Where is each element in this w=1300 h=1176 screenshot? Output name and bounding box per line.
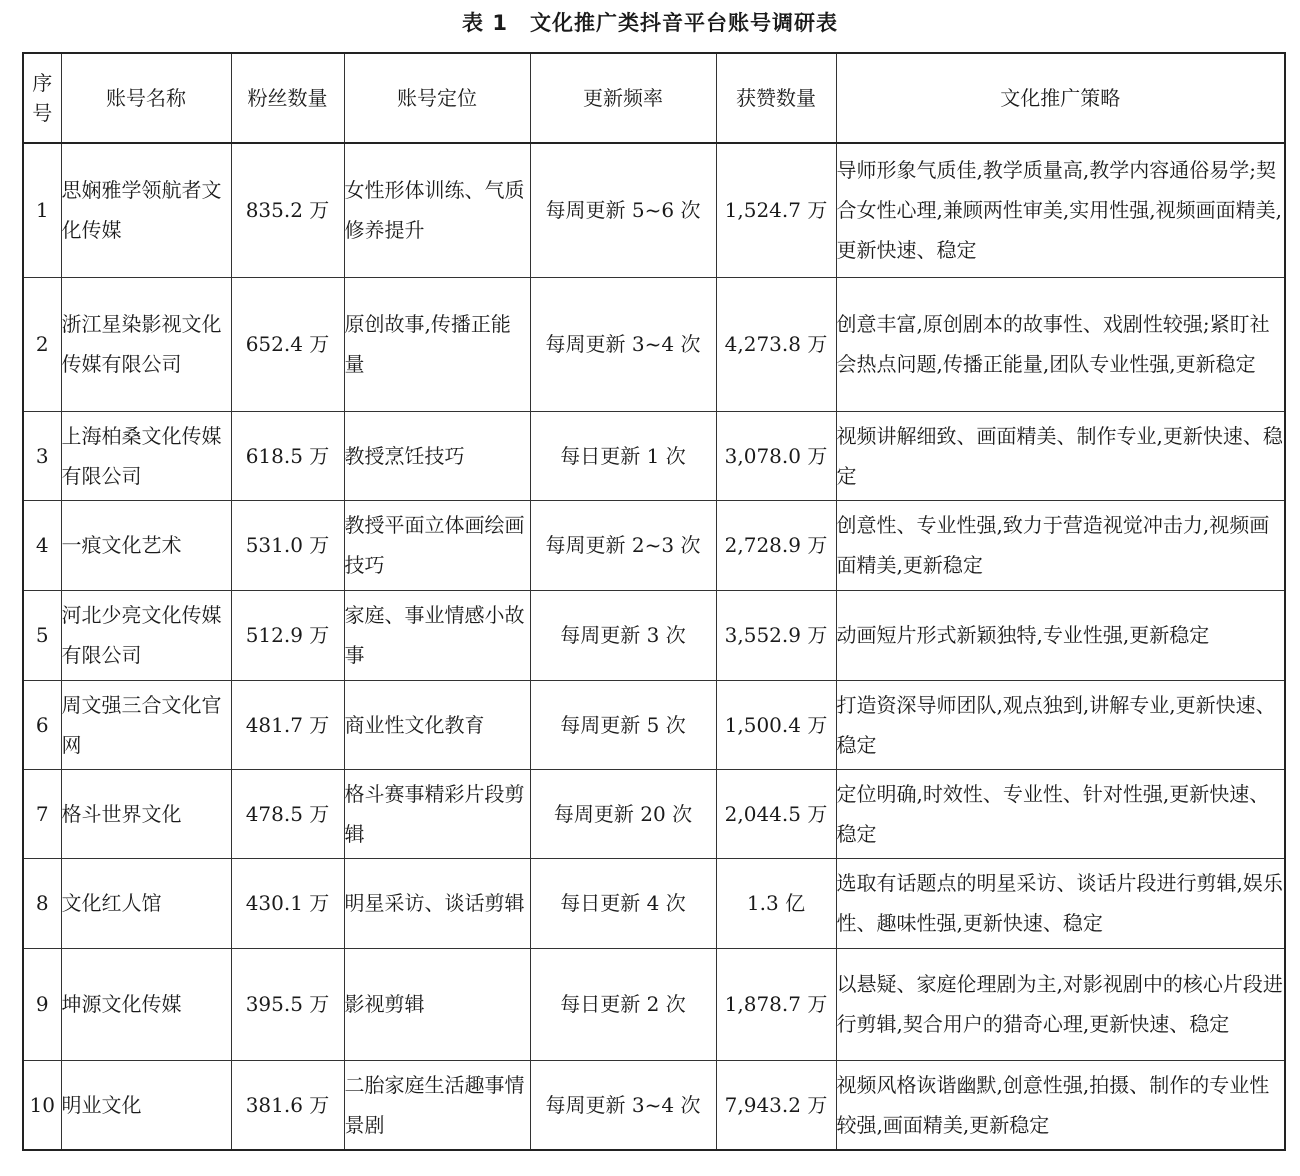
table-title: 文化推广类抖音平台账号调研表 — [529, 11, 838, 35]
cell-frequency: 每日更新 2 次 — [530, 948, 716, 1060]
cell-positioning: 教授烹饪技巧 — [344, 411, 530, 500]
cell-fans: 618.5 万 — [231, 411, 344, 500]
cell-account-name: 周文强三合文化官网 — [61, 680, 231, 769]
cell-frequency: 每周更新 2~3 次 — [530, 500, 716, 590]
cell-likes: 2,728.9 万 — [716, 500, 836, 590]
cell-seq: 5 — [23, 590, 61, 680]
cell-frequency: 每周更新 5 次 — [530, 680, 716, 769]
cell-seq: 3 — [23, 411, 61, 500]
table-caption — [0, 8, 1300, 38]
cell-account-name: 上海柏桑文化传媒有限公司 — [61, 411, 231, 500]
cell-seq: 10 — [23, 1060, 61, 1150]
table-row — [23, 277, 1285, 411]
table-row — [23, 858, 1285, 948]
table-row — [23, 590, 1285, 680]
cell-positioning: 格斗赛事精彩片段剪辑 — [344, 769, 530, 858]
table-row — [23, 680, 1285, 769]
cell-account-name: 文化红人馆 — [61, 858, 231, 948]
cell-account-name: 格斗世界文化 — [61, 769, 231, 858]
cell-frequency: 每日更新 4 次 — [530, 858, 716, 948]
cell-fans: 395.5 万 — [231, 948, 344, 1060]
cell-positioning: 影视剪辑 — [344, 948, 530, 1060]
header-account-name: 账号名称 — [61, 53, 231, 143]
cell-frequency: 每周更新 20 次 — [530, 769, 716, 858]
cell-strategy: 导师形象气质佳,教学质量高,教学内容通俗易学;契合女性心理,兼顾两性审美,实用性强,视频画面精美,更新快速、稳定 — [836, 143, 1285, 277]
table-row — [23, 769, 1285, 858]
header-likes: 获赞数量 — [716, 53, 836, 143]
cell-strategy: 定位明确,时效性、专业性、针对性强,更新快速、稳定 — [836, 769, 1285, 858]
cell-strategy: 创意丰富,原创剧本的故事性、戏剧性较强;紧盯社会热点问题,传播正能量,团队专业性强,更新稳定 — [836, 277, 1285, 411]
cell-fans: 481.7 万 — [231, 680, 344, 769]
table-row — [23, 948, 1285, 1060]
table-row — [23, 500, 1285, 590]
cell-likes: 7,943.2 万 — [716, 1060, 836, 1150]
header-fans: 粉丝数量 — [231, 53, 344, 143]
cell-fans: 381.6 万 — [231, 1060, 344, 1150]
cell-account-name: 明业文化 — [61, 1060, 231, 1150]
header-positioning: 账号定位 — [344, 53, 530, 143]
cell-fans: 531.0 万 — [231, 500, 344, 590]
cell-frequency: 每周更新 3~4 次 — [530, 277, 716, 411]
survey-table — [22, 52, 1286, 1151]
cell-fans: 512.9 万 — [231, 590, 344, 680]
cell-frequency: 每周更新 3 次 — [530, 590, 716, 680]
cell-frequency: 每日更新 1 次 — [530, 411, 716, 500]
cell-strategy: 以悬疑、家庭伦理剧为主,对影视剧中的核心片段进行剪辑,契合用户的猎奇心理,更新快速、稳定 — [836, 948, 1285, 1060]
cell-strategy: 创意性、专业性强,致力于营造视觉冲击力,视频画面精美,更新稳定 — [836, 500, 1285, 590]
cell-strategy: 选取有话题点的明星采访、谈话片段进行剪辑,娱乐性、趣味性强,更新快速、稳定 — [836, 858, 1285, 948]
cell-positioning: 原创故事,传播正能量 — [344, 277, 530, 411]
cell-frequency: 每周更新 5~6 次 — [530, 143, 716, 277]
cell-seq: 8 — [23, 858, 61, 948]
header-seq: 序 号 — [23, 53, 61, 143]
cell-likes: 3,078.0 万 — [716, 411, 836, 500]
cell-likes: 1.3 亿 — [716, 858, 836, 948]
cell-strategy: 打造资深导师团队,观点独到,讲解专业,更新快速、稳定 — [836, 680, 1285, 769]
cell-positioning: 商业性文化教育 — [344, 680, 530, 769]
cell-positioning: 女性形体训练、气质修养提升 — [344, 143, 530, 277]
cell-seq: 7 — [23, 769, 61, 858]
table-number: 表 1 — [462, 11, 508, 35]
cell-account-name: 坤源文化传媒 — [61, 948, 231, 1060]
cell-seq: 9 — [23, 948, 61, 1060]
cell-positioning: 二胎家庭生活趣事情景剧 — [344, 1060, 530, 1150]
header-frequency: 更新频率 — [530, 53, 716, 143]
cell-likes: 1,500.4 万 — [716, 680, 836, 769]
cell-frequency: 每周更新 3~4 次 — [530, 1060, 716, 1150]
cell-strategy: 动画短片形式新颖独特,专业性强,更新稳定 — [836, 590, 1285, 680]
cell-seq: 6 — [23, 680, 61, 769]
cell-seq: 1 — [23, 143, 61, 277]
cell-account-name: 河北少亮文化传媒有限公司 — [61, 590, 231, 680]
cell-likes: 2,044.5 万 — [716, 769, 836, 858]
cell-positioning: 家庭、事业情感小故事 — [344, 590, 530, 680]
cell-fans: 835.2 万 — [231, 143, 344, 277]
cell-likes: 1,878.7 万 — [716, 948, 836, 1060]
cell-fans: 652.4 万 — [231, 277, 344, 411]
cell-seq: 2 — [23, 277, 61, 411]
cell-fans: 430.1 万 — [231, 858, 344, 948]
cell-likes: 1,524.7 万 — [716, 143, 836, 277]
cell-strategy: 视频风格诙谐幽默,创意性强,拍摄、制作的专业性较强,画面精美,更新稳定 — [836, 1060, 1285, 1150]
cell-likes: 4,273.8 万 — [716, 277, 836, 411]
table-row — [23, 411, 1285, 500]
cell-positioning: 明星采访、谈话剪辑 — [344, 858, 530, 948]
cell-strategy: 视频讲解细致、画面精美、制作专业,更新快速、稳定 — [836, 411, 1285, 500]
cell-account-name: 一痕文化艺术 — [61, 500, 231, 590]
header-row — [23, 53, 1285, 143]
cell-positioning: 教授平面立体画绘画技巧 — [344, 500, 530, 590]
cell-likes: 3,552.9 万 — [716, 590, 836, 680]
table-row — [23, 143, 1285, 277]
cell-account-name: 思娴雅学领航者文化传媒 — [61, 143, 231, 277]
cell-account-name: 浙江星染影视文化传媒有限公司 — [61, 277, 231, 411]
cell-seq: 4 — [23, 500, 61, 590]
cell-fans: 478.5 万 — [231, 769, 344, 858]
table-body — [23, 143, 1285, 1150]
header-strategy: 文化推广策略 — [836, 53, 1285, 143]
table-row — [23, 1060, 1285, 1150]
